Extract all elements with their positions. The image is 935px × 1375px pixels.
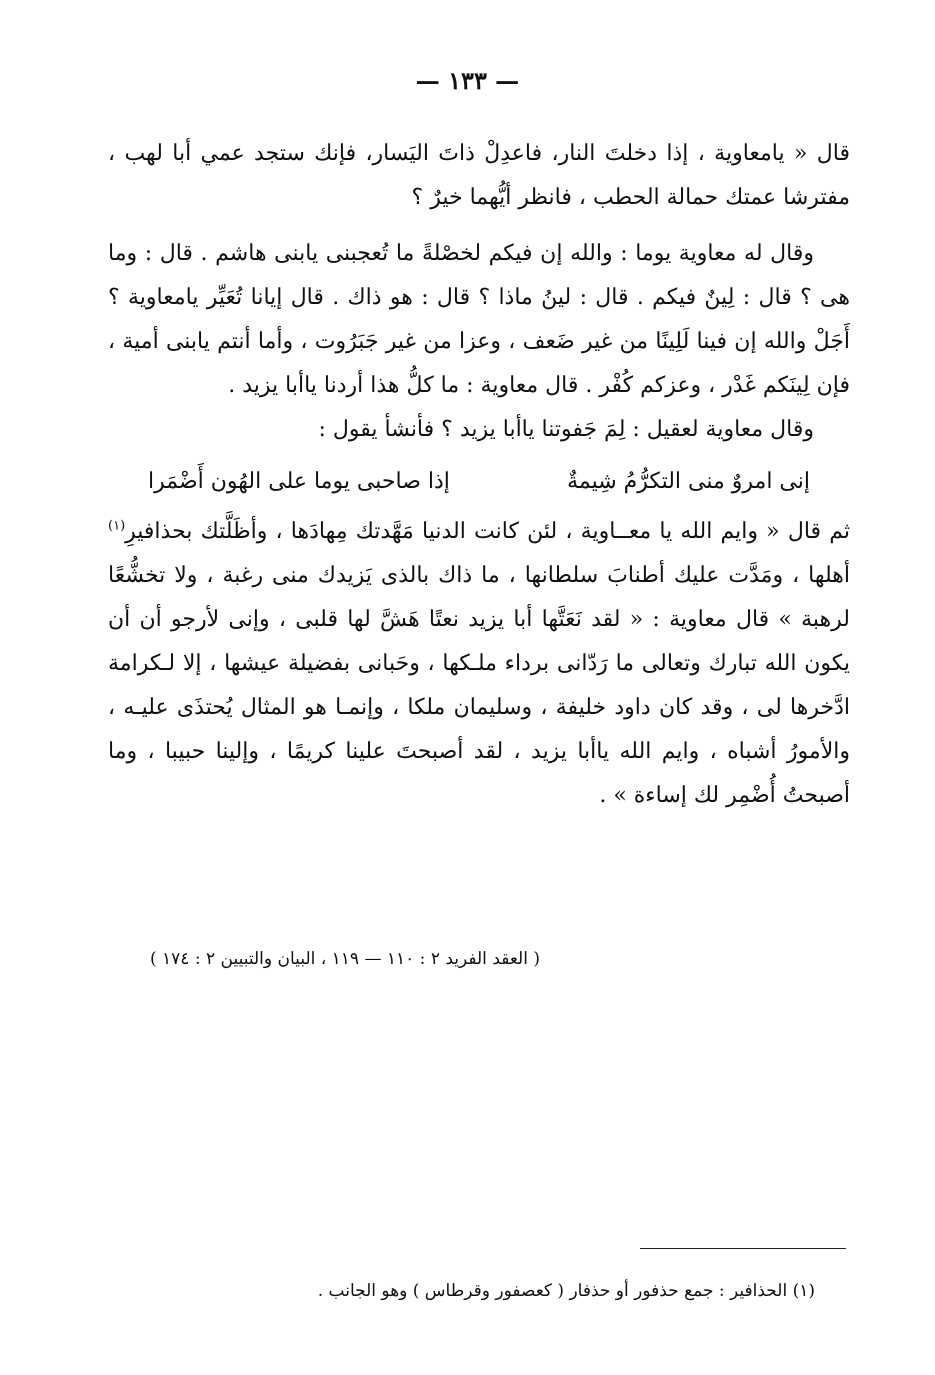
paragraph-4-start: ثم قال « وايم الله يا معــاوية ، لئن كانت الدنيا مَهَّدتك مِهادَها ، وأظَلَّتك بحذافيرِ	[125, 519, 850, 544]
verse-first-hemistich: إنى امروٌ منى التكرُّمُ شِيمةٌ	[567, 469, 810, 494]
footnote: (١) الحذافير : جمع حذفور أو حذفار ( كعصفور وقرطاس ) وهو الجانب .	[317, 1281, 815, 1301]
paragraph-1: قال « يامعاوية ، إذا دخلتَ النار، فاعدِلْ ذاتَ اليَسار، فإنك ستجد عمي أبا لهب ، مفترشا عمتك حمالة الحطب ، فانظر أيُّهما خيرٌ ؟	[108, 141, 850, 210]
paragraph-4	[108, 510, 850, 818]
footnote-marker: (١)	[108, 518, 126, 534]
paragraph-2: وقال له معاوية يوما : والله إن فيكم لخصْلةً ما تُعجبنى يابنى هاشم . قال : وما هى ؟ قال : لِينٌ فيكم . قال : لينُ ماذا ؟ قال : هو ذاك . قال إيانا تُعَيِّر يامعاوية ؟ أَجَلْ والله إن فينا لَلِينًا من غير ضَعف ، وعزا من غير جَبَرُوت ، وأما أنتم يابنى أمية ، فإن لِينَكم غَدْر ، وعزكم كُفْر . قال معاوية : ما كلُّ هذا أردنا ياأبا يزيد .	[108, 241, 850, 398]
source-citation: ( العقد الفريد ٢ : ١١٠ — ١١٩ ، البيان والتبيين ٢ : ١٧٤ )	[150, 949, 540, 969]
poetry-verse	[108, 460, 850, 504]
footnote-divider	[640, 1248, 846, 1249]
paragraph-3: وقال معاوية لعقيل : لِمَ جَفوتنا ياأبا يزيد ؟ فأنشأ يقول :	[318, 417, 814, 442]
verse-second-hemistich: إذا صاحبى يوما على الهُون أَضْمَرا	[148, 469, 450, 494]
main-text	[108, 132, 850, 818]
paragraph-4-rest: أهلها ، ومَدَّت عليك أطنابَ سلطانها ، ما ذاك بالذى يَزيدك منى رغبة ، ولا تخشُّعًا لرهبة » قال معاوية : « لقد نَعَتَّها أبا يزيد نعتًا هَشَّ لها قلبى ، وإنى لأرجو أن أن يكون الله تبارك وتعالى ما رَدّانى برداء ملـكها ، وحَبانى بفضيلة عيشها ، إلا لـكرامة ادَّخرها لى ، وقد كان داود خليفة ، وسليمان ملكا ، وإنمـا هو المثال يُحتذَى عليـه ، والأمورُ أشباه ، وايم الله ياأبا يزيد ، لقد أصبحتَ علينا كريمًا ، وإلينا حبيبا ، وما أصبحتُ أُضْمِر لك إساءة » .	[108, 563, 850, 808]
page-number: — ١٣٣ —	[415, 66, 520, 95]
